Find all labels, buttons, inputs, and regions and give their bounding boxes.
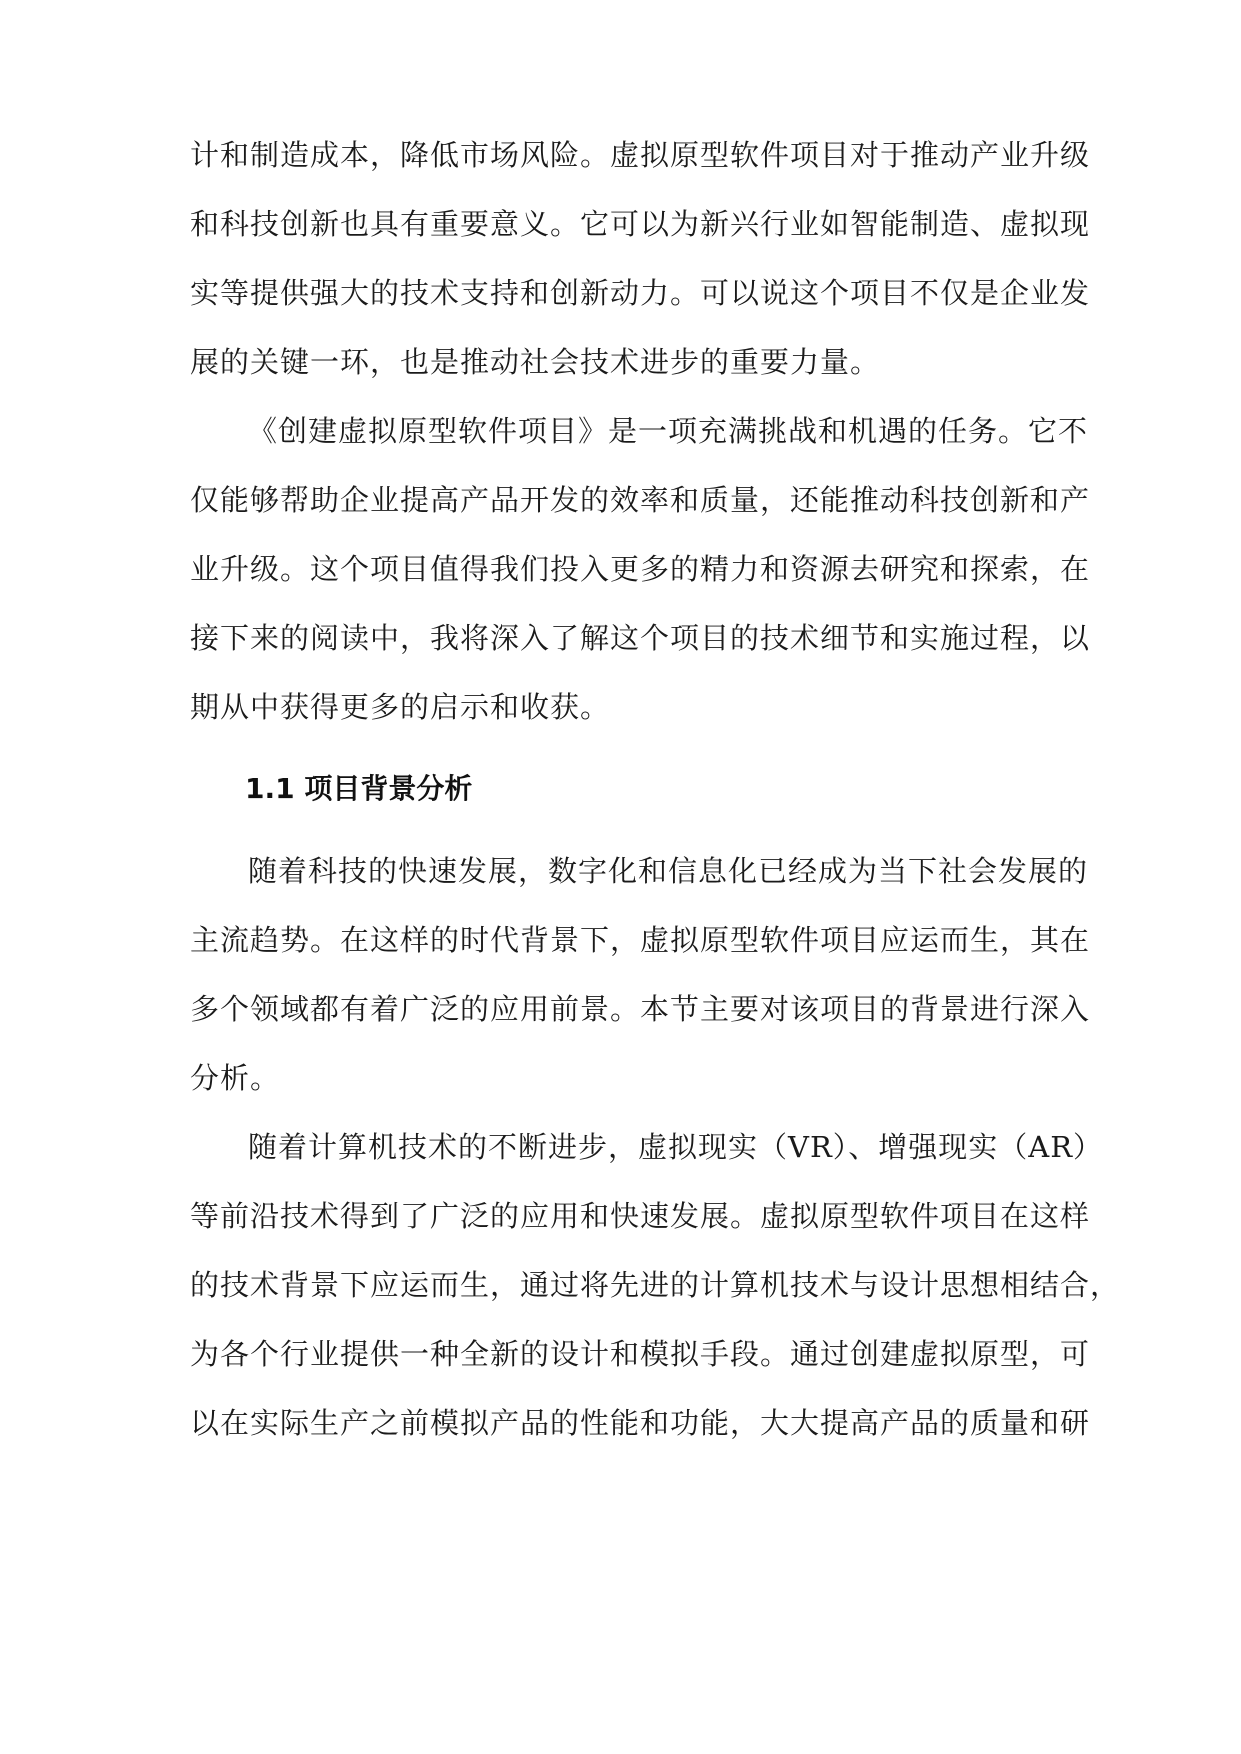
text-line: 和科技创新也具有重要意义。它可以为新兴行业如智能制造、虚拟现 bbox=[190, 207, 1091, 241]
text-line: 计和制造成本，降低市场风险。虚拟原型软件项目对于推动产业升级 bbox=[190, 138, 1091, 172]
text-line: 展的关键一环，也是推动社会技术进步的重要力量。 bbox=[190, 345, 881, 379]
text-line: 期从中获得更多的启示和收获。 bbox=[190, 690, 611, 724]
text-line: 《创建虚拟原型软件项目》是一项充满挑战和机遇的任务。它不 bbox=[248, 414, 1089, 448]
text-line: 随着科技的快速发展，数字化和信息化已经成为当下社会发展的 bbox=[248, 854, 1089, 888]
section-heading: 1.1 项目背景分析 bbox=[245, 772, 473, 805]
text-line: 为各个行业提供一种全新的设计和模拟手段。通过创建虚拟原型，可 bbox=[190, 1337, 1091, 1371]
text-line: 以在实际生产之前模拟产品的性能和功能，大大提高产品的质量和研 bbox=[190, 1406, 1091, 1440]
text-line: 主流趋势。在这样的时代背景下，虚拟原型软件项目应运而生，其在 bbox=[190, 923, 1091, 957]
text-line: 业升级。这个项目值得我们投入更多的精力和资源去研究和探索，在 bbox=[190, 552, 1091, 586]
text-line: 的技术背景下应运而生，通过将先进的计算机技术与设计思想相结合， bbox=[190, 1268, 1121, 1302]
text-line: 仅能够帮助企业提高产品开发的效率和质量，还能推动科技创新和产 bbox=[190, 483, 1091, 517]
text-line: 实等提供强大的技术支持和创新动力。可以说这个项目不仅是企业发 bbox=[190, 276, 1091, 310]
text-line: 多个领域都有着广泛的应用前景。本节主要对该项目的背景进行深入 bbox=[190, 992, 1091, 1026]
text-line: 分析。 bbox=[190, 1061, 281, 1095]
text-line: 等前沿技术得到了广泛的应用和快速发展。虚拟原型软件项目在这样 bbox=[190, 1199, 1091, 1233]
text-line: 接下来的阅读中，我将深入了解这个项目的技术细节和实施过程，以 bbox=[190, 621, 1091, 655]
text-line: 随着计算机技术的不断进步，虚拟现实（VR）、增强现实（AR） bbox=[248, 1130, 1104, 1164]
